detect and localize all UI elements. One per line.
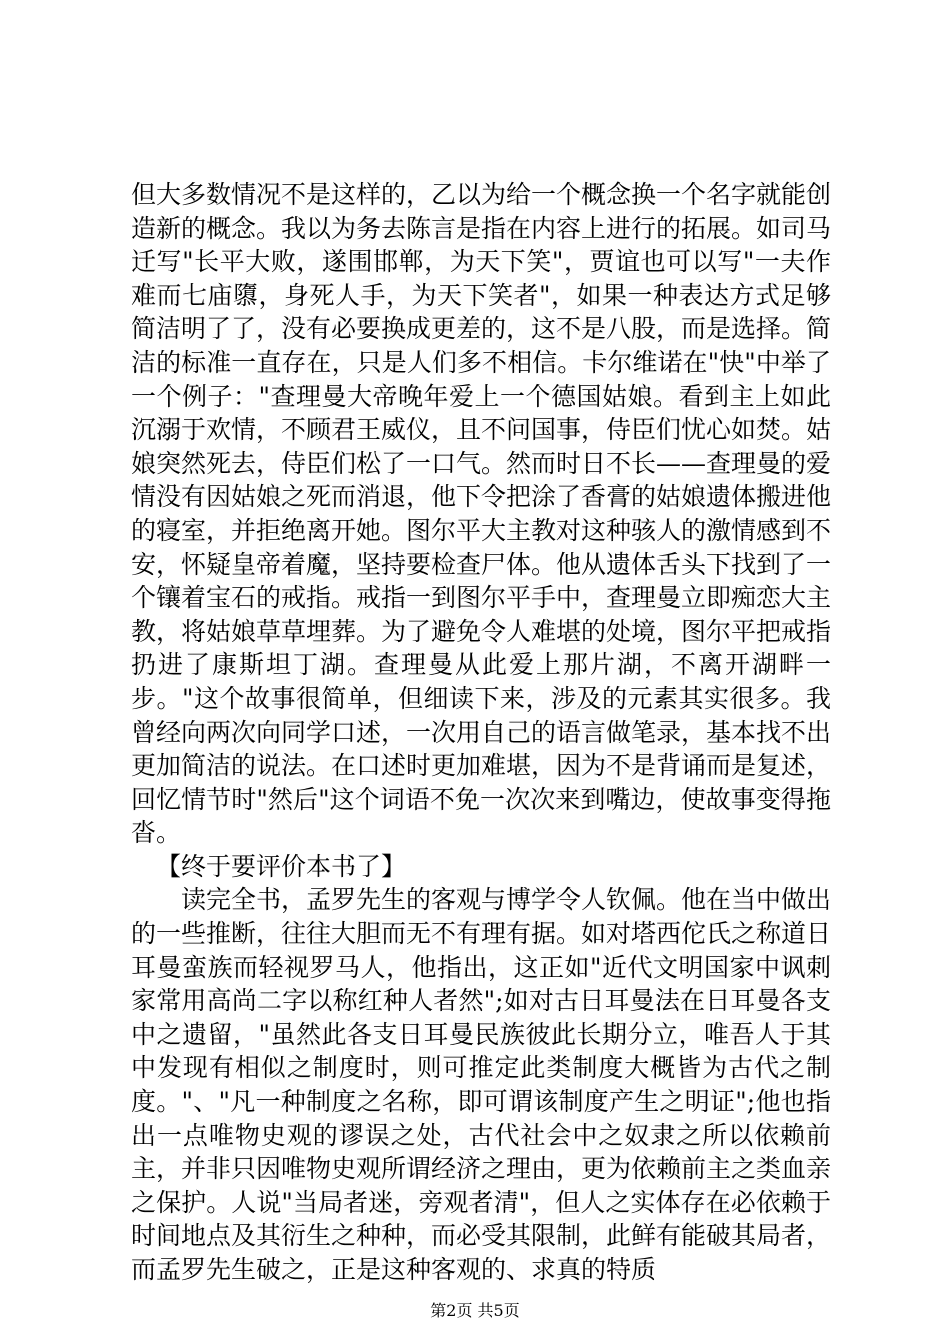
paragraph-review: 读完全书，孟罗先生的客观与博学令人钦佩。他在当中做出的一些推断，往往大胆而无不有理有据。如对塔西佗氏之称道日耳曼蛮族而轻视罗马人，他指出，这正如"近代文明国家中讽刺家常用高尚二字以称红种人者然";如对古日耳曼法在日耳曼各支中之遗留，"虽然此各支日耳曼民族彼此长期分立，唯吾人于其中发现有相似之制度时，则可推定此类制度大概皆为古代之制度。"、"凡一种制度之名称，即可谓该制度产生之明证";他也指出一点唯物史观的谬误之处，古代社会中之奴隶之所以依赖前主，并非只因唯物史观所谓经济之理由，更为依赖前主之类血亲之保护。人说"当局者迷，旁观者清"，但人之实体存在必依赖于时间地点及其衍生之种种，而必受其限制，此鲜有能破其局者，而孟罗先生破之，正是这种客观的、求真的特质 bbox=[131, 885, 832, 1284]
section-heading: 【终于要评价本书了】 bbox=[156, 851, 407, 881]
page-number-footer: 第2页 共5页 bbox=[430, 1301, 520, 1320]
paragraph-continued: 但大多数情况不是这样的，乙以为给一个概念换一个名字就能创造新的概念。我以为务去陈言是指在内容上进行的拓展。如司马迁写"长平大败，遂围邯郸，为天下笑"，贾谊也可以写"一夫作难而七庙隳，身死人手，为天下笑者"，如果一种表达方式足够简洁明了了，没有必要换成更差的，这不是八股，而是选择。简洁的标准一直存在，只是人们多不相信。卡尔维诺在"快"中举了一个例子："查理曼大帝晚年爱上一个德国姑娘。看到主上如此沉溺于欢情，不顾君王威仪，且不问国事，侍臣们忧心如焚。姑娘突然死去，侍臣们松了一口气。然而时日不长——查理曼的爱情没有因姑娘之死而消退，他下令把涂了香膏的姑娘遗体搬进他的寝室，并拒绝离开她。图尔平大主教对这种骇人的激情感到不安，怀疑皇帝着魔，坚持要检查尸体。他从遗体舌头下找到了一个镶着宝石的戒指。戒指一到图尔平手中，查理曼立即痴恋大主教，将姑娘草草埋葬。为了避免令人难堪的处境，图尔平把戒指扔进了康斯坦丁湖。查理曼从此爱上那片湖，不离开湖畔一步。"这个故事很简单，但细读下来，涉及的元素其实很多。我曾经向两次向同学口述，一次用自己的语言做笔录，基本找不出更加简洁的说法。在口述时更加难堪，因为不是背诵而是复述，回忆情节时"然后"这个词语不免一次次来到嘴边，使故事变得拖沓。 bbox=[131, 180, 832, 848]
document-body bbox=[131, 178, 831, 1287]
